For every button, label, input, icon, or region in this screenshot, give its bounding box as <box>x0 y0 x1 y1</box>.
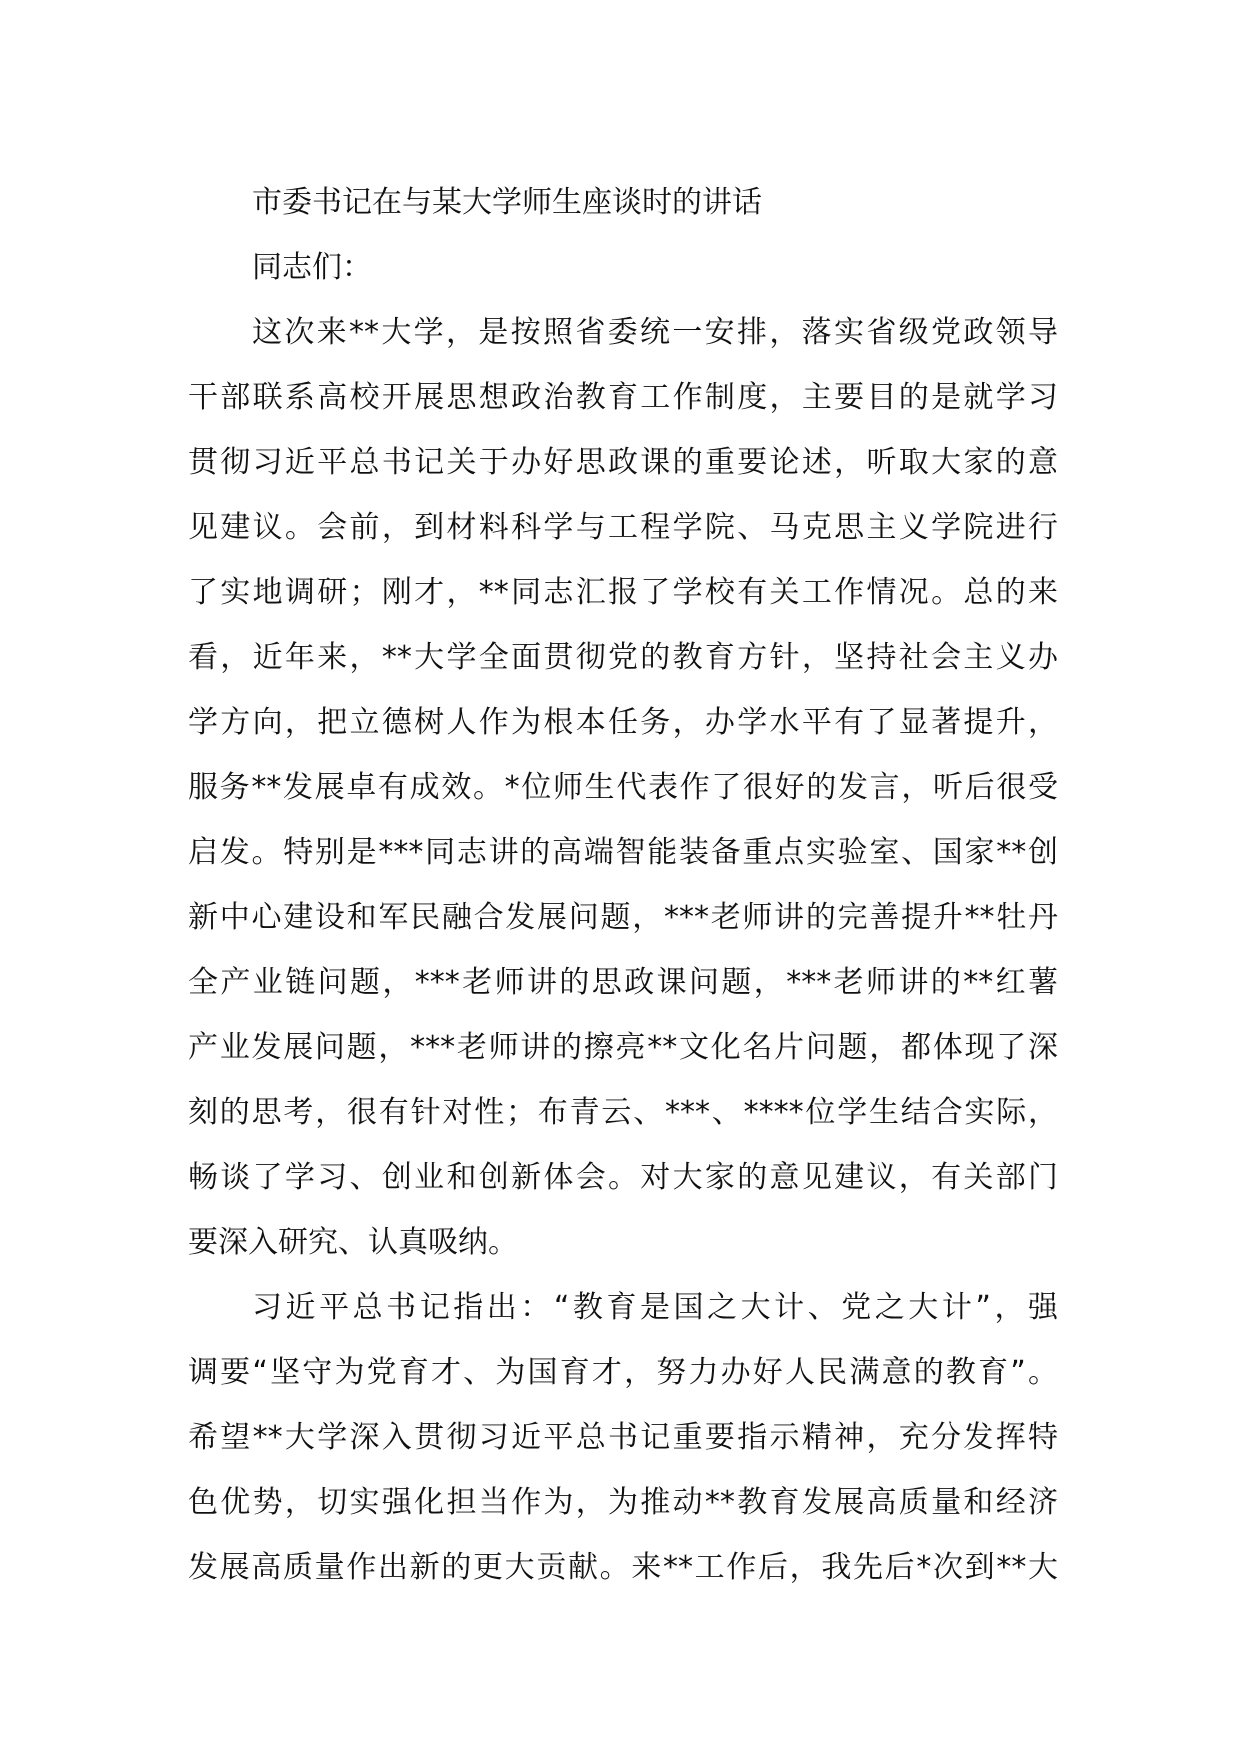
paragraph-line: 习近平总书记指出：“教育是国之大计、党之大计”，强 <box>252 1290 1058 1325</box>
document-title: 市委书记在与某大学师生座谈时的讲话 <box>252 185 762 220</box>
paragraph-line: 学方向，把立德树人作为根本任务，办学水平有了显著提升， <box>188 705 1058 740</box>
paragraph-line: 了实地调研；刚才，**同志汇报了学校有关工作情况。总的来 <box>188 575 1058 610</box>
paragraph-line: 调要“坚守为党育才、为国育才，努力办好人民满意的教育”。 <box>188 1355 1058 1390</box>
paragraph-line: 希望**大学深入贯彻习近平总书记重要指示精神，充分发挥特 <box>188 1420 1058 1455</box>
paragraph-line: 干部联系高校开展思想政治教育工作制度，主要目的是就学习 <box>188 380 1058 415</box>
paragraph-1 <box>188 300 1058 1275</box>
paragraph-line: 见建议。会前，到材料科学与工程学院、马克思主义学院进行 <box>188 510 1058 545</box>
paragraph-line: 看，近年来，**大学全面贯彻党的教育方针，坚持社会主义办 <box>188 640 1058 675</box>
paragraph-2 <box>188 1275 1058 1600</box>
paragraph-line: 这次来**大学，是按照省委统一安排，落实省级党政领导 <box>252 315 1058 350</box>
salutation: 同志们： <box>252 250 372 285</box>
paragraph-line: 色优势，切实强化担当作为，为推动**教育发展高质量和经济 <box>188 1485 1058 1520</box>
document-body <box>188 170 1058 1600</box>
paragraph-line: 新中心建设和军民融合发展问题，***老师讲的完善提升**牡丹 <box>188 900 1058 935</box>
paragraph-line: 服务**发展卓有成效。*位师生代表作了很好的发言，听后很受 <box>188 770 1058 805</box>
paragraph-line: 刻的思考，很有针对性；布青云、***、****位学生结合实际， <box>188 1095 1058 1130</box>
paragraph-line: 贯彻习近平总书记关于办好思政课的重要论述，听取大家的意 <box>188 445 1058 480</box>
paragraph-line: 畅谈了学习、创业和创新体会。对大家的意见建议，有关部门 <box>188 1160 1058 1195</box>
paragraph-line: 全产业链问题，***老师讲的思政课问题，***老师讲的**红薯 <box>188 965 1058 1000</box>
paragraph-line: 要深入研究、认真吸纳。 <box>188 1225 518 1260</box>
paragraph-line: 发展高质量作出新的更大贡献。来**工作后，我先后*次到**大 <box>188 1550 1058 1585</box>
paragraph-line: 启发。特别是***同志讲的高端智能装备重点实验室、国家**创 <box>188 835 1058 870</box>
paragraph-line: 产业发展问题，***老师讲的擦亮**文化名片问题，都体现了深 <box>188 1030 1058 1065</box>
